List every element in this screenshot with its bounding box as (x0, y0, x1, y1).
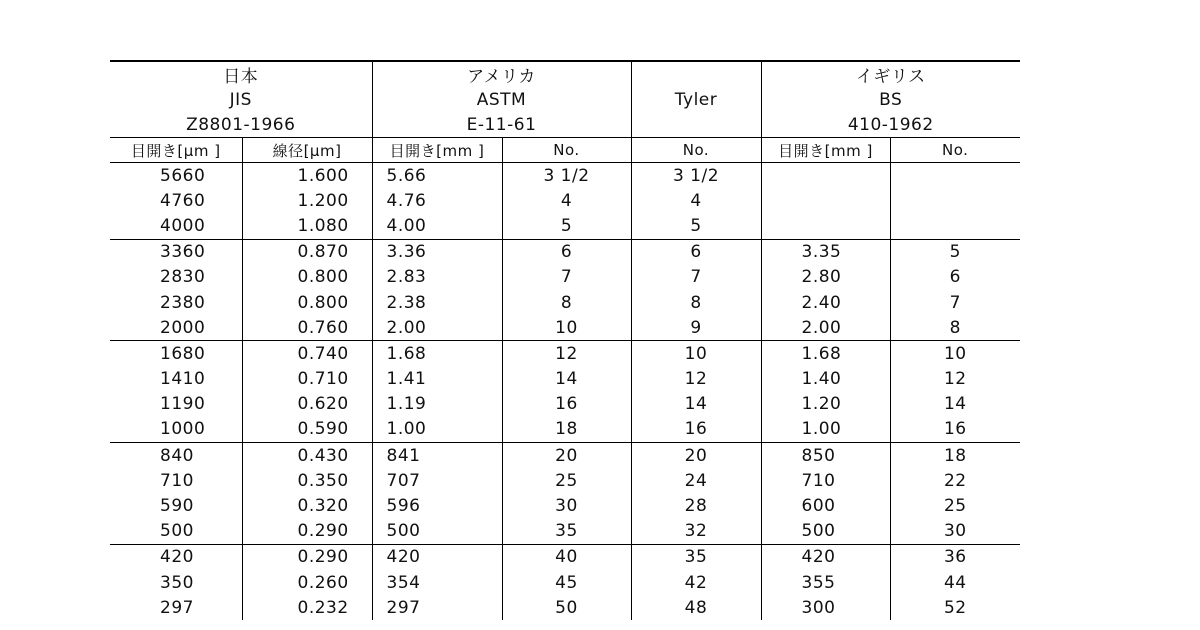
cell-astm-no: 35 (502, 519, 631, 545)
cell-astm-opening: 707 (372, 468, 502, 493)
header-row-spec (110, 112, 1020, 138)
jis-country: 日本 (110, 61, 372, 87)
cell-jis-wire: 0.232 (242, 595, 372, 620)
cell-jis-wire: 1.080 (242, 213, 372, 239)
table-row (110, 493, 1020, 518)
cell-tyler-no: 6 (631, 239, 761, 265)
cell-astm-opening: 297 (372, 595, 502, 620)
cell-tyler-no: 16 (631, 417, 761, 443)
cell-jis-wire: 0.870 (242, 239, 372, 265)
column-header-row (110, 138, 1020, 163)
table-row (110, 544, 1020, 570)
cell-bs-opening: 2.80 (761, 265, 890, 290)
cell-astm-no: 3 1/2 (502, 163, 631, 189)
cell-bs-opening: 355 (761, 570, 890, 595)
cell-jis-opening: 5660 (160, 165, 206, 186)
cell-jis-wire: 0.740 (242, 341, 372, 367)
cell-bs-opening: 420 (761, 544, 890, 570)
table-row (110, 290, 1020, 315)
col-astm-no: No. (502, 138, 631, 163)
cell-jis-wire: 0.260 (242, 570, 372, 595)
cell-jis-wire: 0.350 (242, 468, 372, 493)
cell-bs-opening: 850 (761, 443, 890, 469)
col-bs-no: No. (890, 138, 1020, 163)
cell-astm-opening: 1.41 (372, 367, 502, 392)
cell-jis-opening: 590 (160, 496, 194, 517)
cell-jis-wire: 1.600 (242, 163, 372, 189)
cell-astm-no: 10 (502, 315, 631, 341)
cell-astm-opening: 3.36 (372, 239, 502, 265)
jis-standard: JIS (229, 89, 252, 110)
cell-bs-opening: 300 (761, 595, 890, 620)
cell-jis-opening: 4000 (160, 215, 206, 236)
cell-astm-opening: 596 (372, 493, 502, 518)
cell-tyler-no: 42 (631, 570, 761, 595)
col-astm-opening: 目開き[mm ] (372, 138, 502, 163)
cell-bs-opening (761, 213, 890, 239)
cell-jis-wire: 0.800 (242, 290, 372, 315)
cell-jis-opening: 500 (160, 521, 194, 542)
cell-bs-opening: 1.40 (761, 367, 890, 392)
cell-tyler-no: 8 (631, 290, 761, 315)
cell-bs-no: 30 (890, 519, 1020, 545)
cell-jis-wire: 1.200 (242, 188, 372, 213)
cell-tyler-no: 4 (631, 188, 761, 213)
cell-astm-opening: 4.00 (372, 213, 502, 239)
cell-astm-no: 18 (502, 417, 631, 443)
cell-astm-no: 16 (502, 392, 631, 417)
cell-bs-opening: 1.68 (761, 341, 890, 367)
cell-jis-wire: 0.800 (242, 265, 372, 290)
cell-jis-opening: 710 (160, 470, 194, 491)
cell-jis-opening: 2000 (160, 317, 206, 338)
cell-bs-no: 52 (890, 595, 1020, 620)
cell-tyler-no: 14 (631, 392, 761, 417)
cell-jis-opening: 4760 (160, 190, 206, 211)
cell-jis-opening: 2830 (160, 267, 206, 288)
cell-jis-opening: 2380 (160, 292, 206, 313)
cell-bs-opening: 2.40 (761, 290, 890, 315)
cell-bs-no: 25 (890, 493, 1020, 518)
table-row (110, 341, 1020, 367)
cell-jis-opening: 1190 (160, 394, 206, 415)
cell-bs-no: 7 (890, 290, 1020, 315)
cell-bs-opening: 600 (761, 493, 890, 518)
cell-tyler-no: 35 (631, 544, 761, 570)
cell-astm-no: 20 (502, 443, 631, 469)
cell-bs-no: 10 (890, 341, 1020, 367)
cell-astm-opening: 500 (372, 519, 502, 545)
cell-tyler-no: 48 (631, 595, 761, 620)
cell-jis-opening: 1000 (160, 419, 206, 440)
table-row (110, 468, 1020, 493)
header-row-standard (110, 87, 1020, 112)
cell-bs-no: 14 (890, 392, 1020, 417)
cell-bs-no: 18 (890, 443, 1020, 469)
cell-astm-no: 14 (502, 367, 631, 392)
astm-spec: E-11-61 (372, 112, 631, 138)
cell-astm-no: 12 (502, 341, 631, 367)
cell-bs-no (890, 163, 1020, 189)
cell-bs-opening: 710 (761, 468, 890, 493)
cell-jis-opening: 420 (110, 544, 242, 570)
cell-astm-no: 25 (502, 468, 631, 493)
col-bs-opening: 目開き[mm ] (761, 138, 890, 163)
cell-astm-no: 4 (502, 188, 631, 213)
sieve-comparison-table (110, 60, 1020, 620)
col-jis-wire: 線径[μm] (242, 138, 372, 163)
cell-tyler-no: 3 1/2 (631, 163, 761, 189)
cell-bs-no: 44 (890, 570, 1020, 595)
cell-astm-opening: 2.00 (372, 315, 502, 341)
cell-astm-no: 40 (502, 544, 631, 570)
cell-tyler-no: 10 (631, 341, 761, 367)
cell-astm-no: 7 (502, 265, 631, 290)
cell-bs-no: 6 (890, 265, 1020, 290)
cell-bs-opening: 1.00 (761, 417, 890, 443)
cell-astm-opening: 841 (372, 443, 502, 469)
col-jis-opening: 目開き[μm ] (110, 138, 242, 163)
jis-spec: Z8801-1966 (186, 114, 296, 135)
cell-jis-wire: 0.290 (242, 519, 372, 545)
bs-standard: BS (761, 87, 1020, 112)
cell-astm-opening: 1.00 (372, 417, 502, 443)
cell-jis-opening: 1410 (160, 369, 206, 390)
table-row (110, 188, 1020, 213)
cell-astm-opening: 2.38 (372, 290, 502, 315)
table-row (110, 443, 1020, 469)
cell-astm-no: 50 (502, 595, 631, 620)
cell-astm-no: 45 (502, 570, 631, 595)
cell-bs-no: 12 (890, 367, 1020, 392)
cell-jis-opening: 3360 (110, 239, 242, 265)
cell-jis-opening: 840 (110, 443, 242, 469)
cell-astm-no: 30 (502, 493, 631, 518)
cell-astm-opening: 4.76 (372, 188, 502, 213)
cell-bs-no: 22 (890, 468, 1020, 493)
bs-spec: 410-1962 (761, 112, 1020, 138)
astm-country: アメリカ (372, 61, 631, 87)
cell-jis-opening: 297 (160, 597, 194, 618)
table-row (110, 417, 1020, 443)
cell-astm-no: 8 (502, 290, 631, 315)
cell-astm-opening: 1.68 (372, 341, 502, 367)
cell-bs-opening: 3.35 (761, 239, 890, 265)
cell-jis-wire: 0.710 (242, 367, 372, 392)
cell-jis-opening: 350 (160, 572, 194, 593)
cell-tyler-no: 9 (631, 315, 761, 341)
cell-jis-wire: 0.430 (242, 443, 372, 469)
tyler-standard: Tyler (631, 61, 761, 138)
cell-bs-opening: 1.20 (761, 392, 890, 417)
astm-standard: ASTM (372, 87, 631, 112)
cell-bs-opening (761, 188, 890, 213)
cell-bs-no (890, 188, 1020, 213)
table-row (110, 265, 1020, 290)
cell-tyler-no: 20 (631, 443, 761, 469)
cell-tyler-no: 32 (631, 519, 761, 545)
cell-bs-no: 16 (890, 417, 1020, 443)
cell-astm-no: 6 (502, 239, 631, 265)
cell-bs-no (890, 213, 1020, 239)
cell-tyler-no: 12 (631, 367, 761, 392)
table-row (110, 163, 1020, 189)
cell-astm-opening: 1.19 (372, 392, 502, 417)
table-row (110, 595, 1020, 620)
cell-bs-opening: 2.00 (761, 315, 890, 341)
cell-astm-opening: 354 (372, 570, 502, 595)
cell-bs-no: 5 (890, 239, 1020, 265)
table-row (110, 367, 1020, 392)
cell-bs-no: 8 (890, 315, 1020, 341)
table-row (110, 570, 1020, 595)
cell-tyler-no: 5 (631, 213, 761, 239)
cell-jis-wire: 0.760 (242, 315, 372, 341)
cell-jis-wire: 0.320 (242, 493, 372, 518)
cell-bs-opening (761, 163, 890, 189)
col-tyler-no: No. (631, 138, 761, 163)
cell-astm-opening: 420 (372, 544, 502, 570)
cell-tyler-no: 28 (631, 493, 761, 518)
cell-jis-opening: 1680 (110, 341, 242, 367)
table-row (110, 213, 1020, 239)
table-row (110, 519, 1020, 545)
cell-jis-wire: 0.590 (242, 417, 372, 443)
cell-jis-wire: 0.290 (242, 544, 372, 570)
bs-country: イギリス (761, 61, 1020, 87)
cell-tyler-no: 24 (631, 468, 761, 493)
cell-bs-no: 36 (890, 544, 1020, 570)
table-row (110, 315, 1020, 341)
cell-astm-opening: 2.83 (372, 265, 502, 290)
cell-tyler-no: 7 (631, 265, 761, 290)
cell-jis-wire: 0.620 (242, 392, 372, 417)
table-row (110, 239, 1020, 265)
cell-bs-opening: 500 (761, 519, 890, 545)
cell-astm-no: 5 (502, 213, 631, 239)
cell-astm-opening: 5.66 (372, 163, 502, 189)
table-row (110, 392, 1020, 417)
header-row-country (110, 61, 1020, 87)
